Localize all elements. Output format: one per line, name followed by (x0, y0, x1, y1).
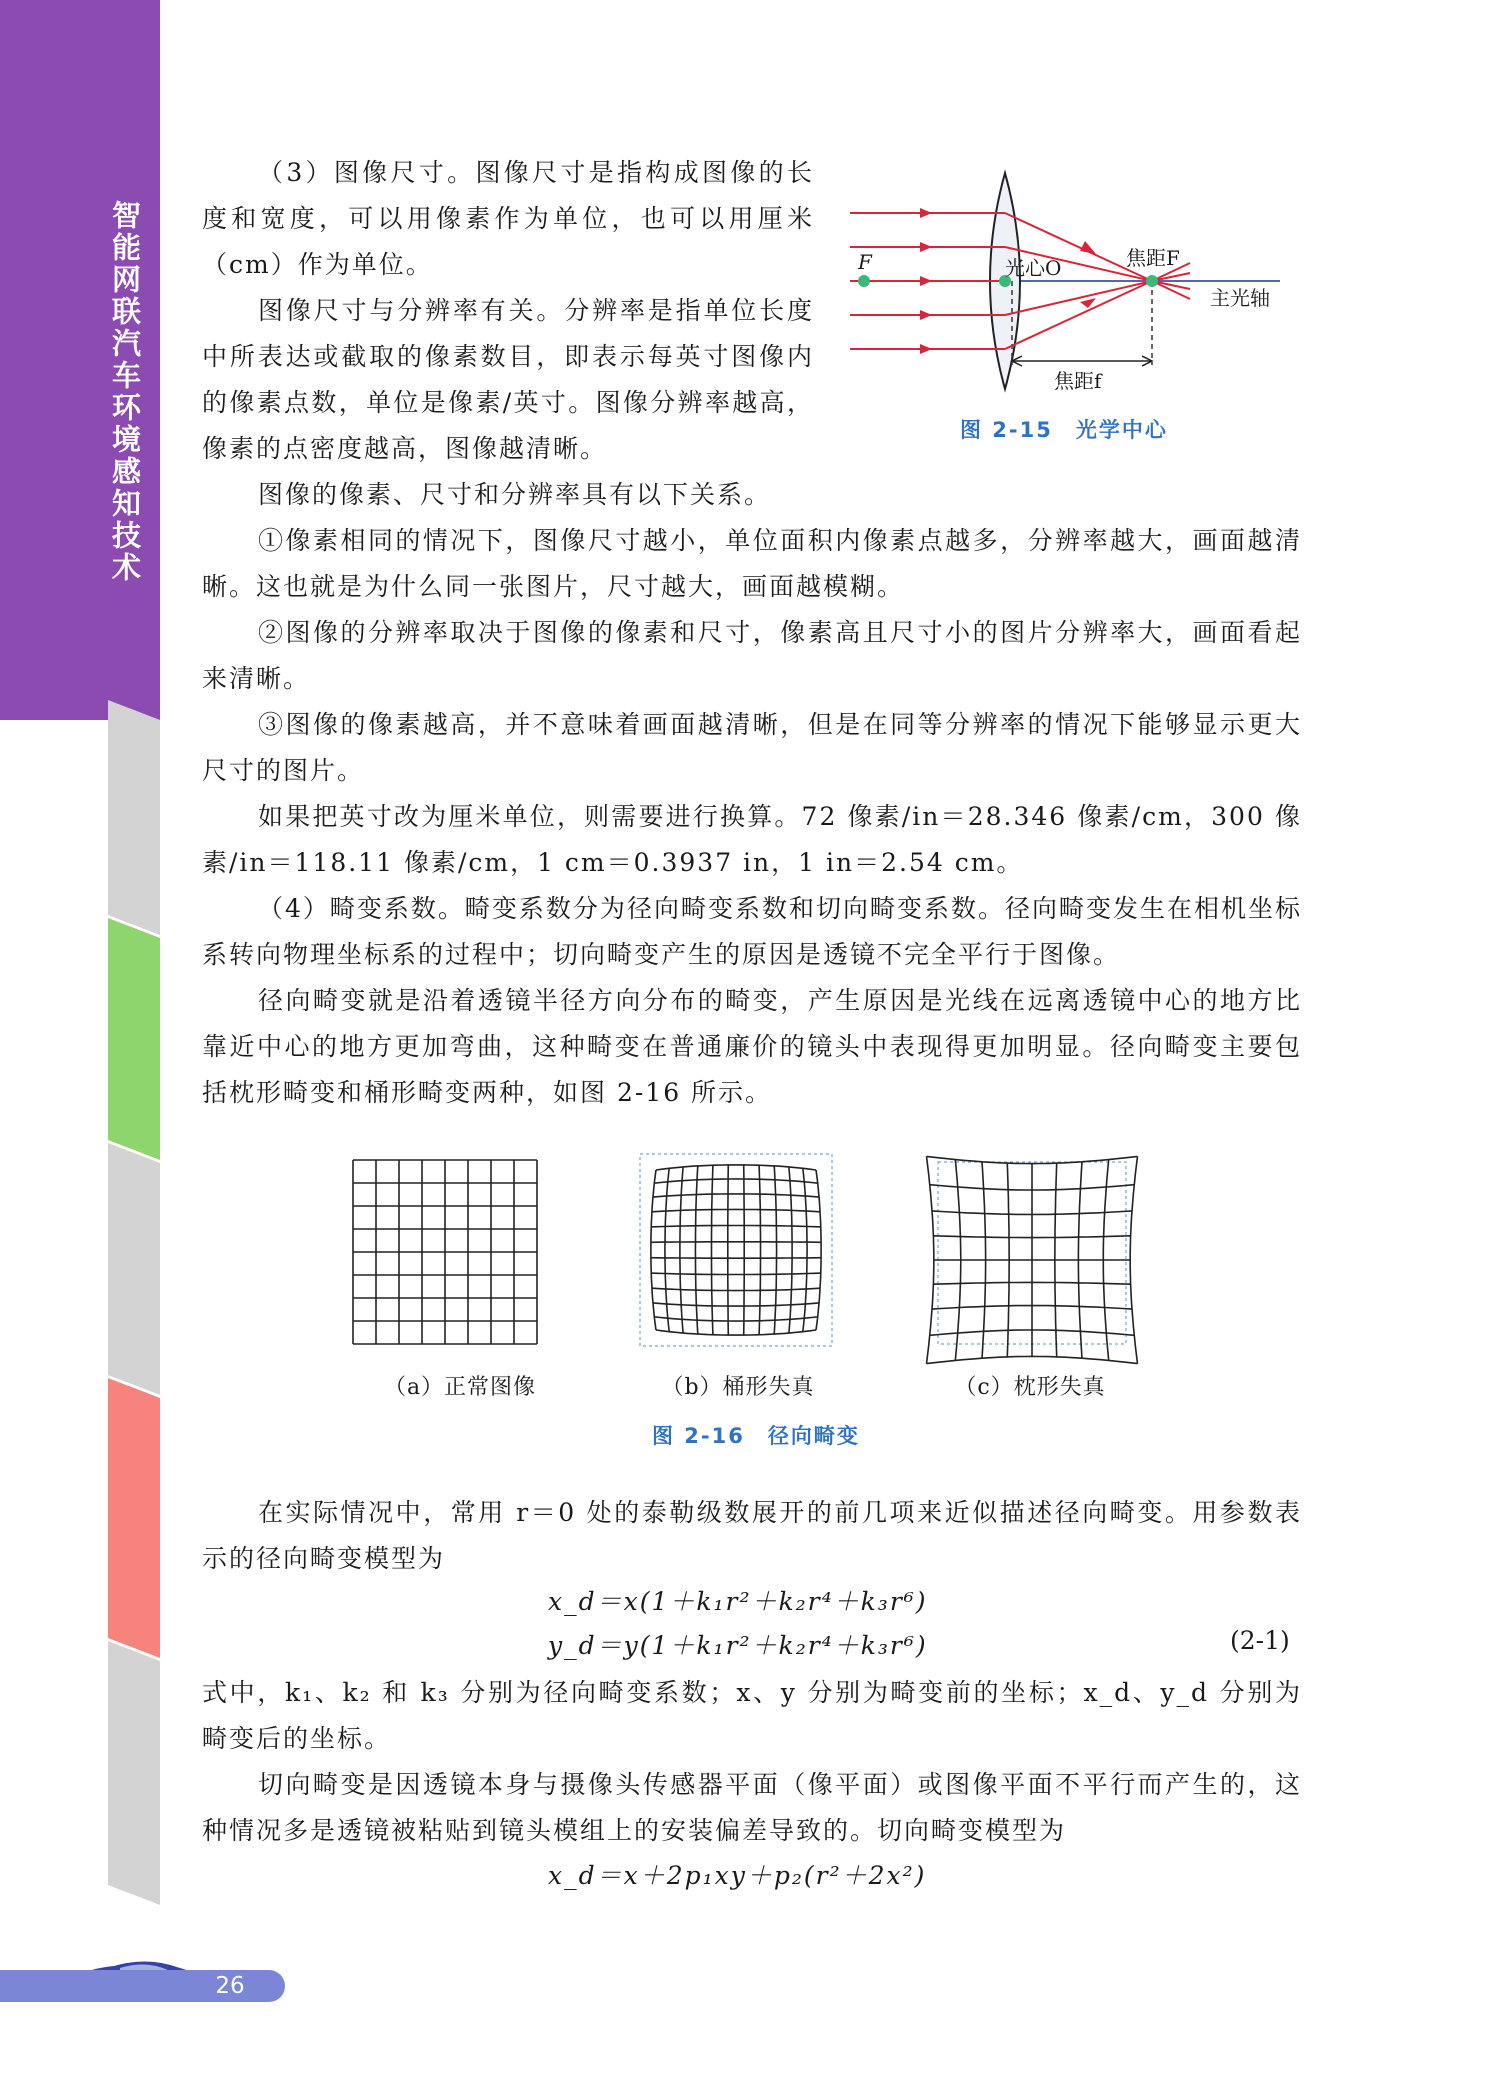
paragraph-taylor: 在实际情况中，常用 r＝0 处的泰勒级数展开的前几项来近似描述径向畸变。用参数表示的径向畸变模型为 (202, 1498, 1302, 1573)
paragraph-image-size: （3）图像尺寸。图像尺寸是指构成图像的长度和宽度，可以用像素作为单位，也可以用厘米（cm）作为单位。 (202, 158, 814, 279)
page-number: 26 (215, 1973, 245, 1999)
sub-caption-a: （a）正常图像 (383, 1375, 537, 1400)
sidebar-tab-red (108, 1378, 160, 1658)
equation-radial-y: y_d＝y(1＋k₁r²＋k₂r⁴＋k₃r⁶) (548, 1631, 928, 1660)
equation-number: (2-1) (1230, 1626, 1290, 1655)
paragraph-resolution: 图像尺寸与分辨率有关。分辨率是指单位长度中所表达或截取的像素数目，即表示每英寸图像内的像素点数，单位是像素/英寸。图像分辨率越高，像素的点密度越高，图像越清晰。 (202, 296, 814, 463)
paragraph-point-1: ①像素相同的情况下，图像尺寸越小，单位面积内像素点越多，分辨率越大，画面越清晰。这也就是为什么同一张图片，尺寸越大，画面越模糊。 (202, 526, 1302, 601)
paragraph-distortion-coeff: （4）畸变系数。畸变系数分为径向畸变系数和切向畸变系数。径向畸变发生在相机坐标系转向物理坐标系的过程中；切向畸变产生的原因是透镜不完全平行于图像。 (202, 894, 1302, 969)
grid-normal-image (350, 1157, 540, 1347)
paragraph-tangential: 切向畸变是因透镜本身与摄像头传感器平面（像平面）或图像平面不平行而产生的，这种情况多是透镜被粘贴到镜头模组上的安装偏差导致的。切向畸变模型为 (202, 1770, 1302, 1845)
paragraph-relationship: 图像的像素、尺寸和分辨率具有以下关系。 (258, 480, 772, 509)
figure-optical-center (840, 165, 1300, 395)
label-focus: 焦距F (1126, 246, 1180, 270)
label-principal-axis: 主光轴 (1210, 286, 1270, 310)
label-optical-center: 光心O (1005, 256, 1062, 280)
paragraph-point-2: ②图像的分辨率取决于图像的像素和尺寸，像素高且尺寸小的图片分辨率大，画面看起来清晰。 (202, 618, 1302, 693)
sidebar-tab-gray-3 (108, 1641, 160, 1905)
figure-2-16-caption: 图 2-16 径向畸变 (652, 1424, 860, 1448)
label-f-left: F (858, 250, 872, 274)
paragraph-unit-conversion: 如果把英寸改为厘米单位，则需要进行换算。72 像素/in＝28.346 像素/cm，300 像素/in＝118.11 像素/cm，1 cm＝0.3937 in，1 in＝2.54 cm。 (202, 802, 1302, 877)
grid-pincushion-distortion (912, 1140, 1152, 1366)
sidebar-tab-green (108, 918, 160, 1160)
sub-caption-c: （c）枕形失真 (954, 1375, 1106, 1400)
paragraph-coeff-explain: 式中，k₁、k₂ 和 k₃ 分别为径向畸变系数；x、y 分别为畸变前的坐标；x_d、y_d 分别为畸变后的坐标。 (202, 1678, 1302, 1753)
sidebar-book-title: 智能网联汽车环境感知技术 (108, 200, 142, 584)
paragraph-radial-distortion: 径向畸变就是沿着透镜半径方向分布的畸变，产生原因是光线在远离透镜中心的地方比靠近中心的地方更加弯曲，这种畸变在普通廉价的镜头中表现得更加明显。径向畸变主要包括枕形畸变和桶形畸变两种，如图 2-16 所示。 (202, 986, 1302, 1107)
sidebar-tab-gray-1 (108, 700, 160, 935)
sidebar-tab-gray-2 (108, 1143, 160, 1395)
equation-tangential-x: x_d＝x＋2p₁xy＋p₂(r²＋2x²) (548, 1861, 927, 1890)
sub-caption-b: （b）桶形失真 (661, 1375, 815, 1400)
figure-2-15-caption: 图 2-15 光学中心 (960, 418, 1168, 442)
label-focal-length: 焦距f (1054, 369, 1102, 393)
grid-barrel-distortion (638, 1152, 834, 1348)
equation-radial-x: x_d＝x(1＋k₁r²＋k₂r⁴＋k₃r⁶) (548, 1587, 928, 1616)
paragraph-point-3: ③图像的像素越高，并不意味着画面越清晰，但是在同等分辨率的情况下能够显示更大尺寸的图片。 (202, 710, 1302, 785)
